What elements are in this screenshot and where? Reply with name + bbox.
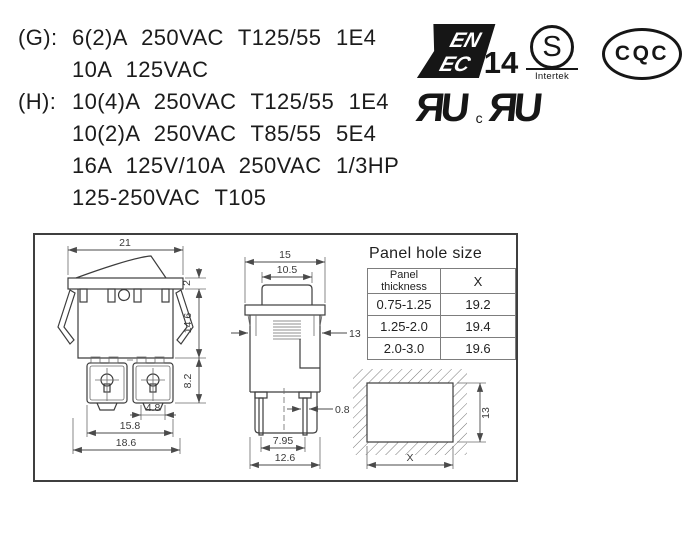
- rating-line: [18, 22, 399, 54]
- panel-table-title: Panel hole size: [369, 245, 483, 262]
- dim-label-4-8: 4.8: [145, 402, 161, 414]
- cqc-letters: CQC: [614, 42, 670, 65]
- cell-thickness: 0.75-1.25: [368, 294, 441, 316]
- rating-text: 125-250VAC T105: [72, 185, 267, 210]
- ul-canada-c: c: [475, 110, 483, 126]
- dim-label-13-cutout: 13: [480, 407, 492, 419]
- enec-text-ec: EC: [436, 52, 474, 76]
- dim-label-21: 21: [119, 237, 131, 249]
- enec-text-en: EN: [447, 28, 484, 52]
- cell-thickness: 1.25-2.0: [368, 316, 441, 338]
- dim-label-x-cutout: X: [406, 452, 414, 464]
- cell-x: 19.4: [441, 316, 516, 338]
- dim-label-2: 2: [181, 280, 193, 286]
- ratings-block: [18, 22, 399, 214]
- dim-label-10-5: 10.5: [276, 264, 298, 276]
- s-letter: S: [542, 30, 562, 63]
- ul-recognized-icon: ЯU: [486, 86, 541, 130]
- dim-label-13-depth: 13: [349, 328, 361, 340]
- ul-marks: [413, 86, 541, 130]
- technical-drawing: [33, 233, 518, 482]
- rating-text: 10A 125VAC: [72, 57, 209, 82]
- dim-label-12-6: 12.6: [274, 452, 296, 464]
- col-header-x: X: [441, 269, 516, 294]
- rating-text: 6(2)A 250VAC T125/55 1E4: [72, 25, 377, 50]
- rating-line: [18, 150, 399, 182]
- col-header-thickness: Panel thickness: [368, 269, 441, 294]
- enec-logo-icon: [414, 20, 520, 84]
- dim-label-0-8: 0.8: [335, 404, 350, 416]
- rating-line: [18, 182, 399, 214]
- cell-x: 19.2: [441, 294, 516, 316]
- dim-label-14-6: 14.6: [182, 312, 194, 334]
- ul-recognized-icon: ЯU: [413, 86, 468, 130]
- rating-line: [18, 86, 399, 118]
- dim-label-7-95: 7.95: [272, 435, 294, 447]
- enec-number: 14: [483, 45, 519, 80]
- rating-text: 16A 125V/10A 250VAC 1/3HP: [72, 153, 400, 178]
- rating-text: 10(4)A 250VAC T125/55 1E4: [72, 89, 389, 114]
- cell-thickness: 2.0-3.0: [368, 338, 441, 360]
- dim-label-15: 15: [279, 249, 291, 261]
- intertek-label: Intertek: [526, 68, 578, 82]
- rating-line: [18, 54, 399, 86]
- switch-front-view: [58, 237, 206, 454]
- cell-x: 19.6: [441, 338, 516, 360]
- dim-label-18-6: 18.6: [115, 437, 137, 449]
- dim-label-8-2: 8.2: [182, 373, 194, 389]
- intertek-s-mark-icon: [530, 25, 574, 69]
- panel-cutout-view: [353, 369, 492, 469]
- rating-text: 10(2)A 250VAC T85/55 5E4: [72, 121, 377, 146]
- rating-line: [18, 118, 399, 150]
- cqc-mark-icon: [602, 28, 682, 80]
- switch-side-view: [231, 249, 361, 469]
- rating-group-label: (H):: [18, 89, 57, 114]
- dim-label-15-8: 15.8: [119, 420, 141, 432]
- rating-group-label: (G):: [18, 25, 58, 50]
